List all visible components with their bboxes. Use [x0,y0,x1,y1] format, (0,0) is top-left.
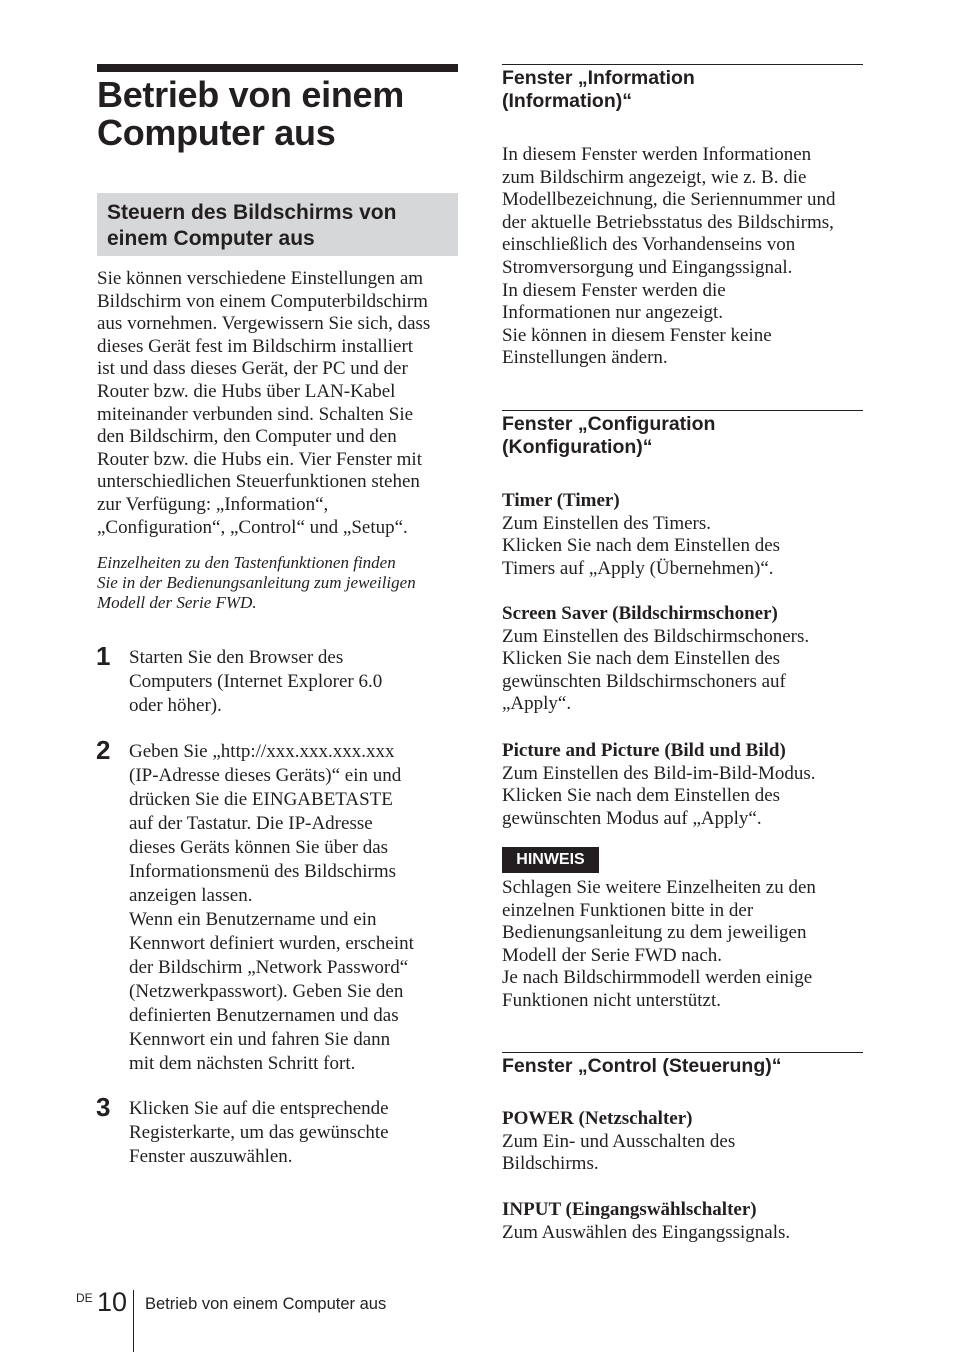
step-line: drücken Sie die EINGABETASTE [129,789,393,810]
input-item [502,1199,867,1244]
item-line: Timers auf „Apply (Übernehmen)“. [502,557,774,579]
intro-line: unterschiedlichen Steuerfunktionen stehen [97,471,420,493]
intro-line: Router bzw. die Hubs ein. Vier Fenster mit [97,448,422,470]
intro-line: Sie können verschiedene Einstellungen am [97,268,424,289]
info-heading-line1: Fenster „Information [502,67,695,89]
step-3-text [129,1097,464,1169]
step-line: mit dem nächsten Schritt fort. [129,1053,356,1074]
timer-label: Timer (Timer) [502,490,620,511]
note-line: Modell der Serie FWD. [97,593,257,612]
step-1-text [129,646,464,718]
step-line: oder höher). [129,695,222,716]
step-line: Kennwort ein und fahren Sie dann [129,1029,391,1050]
config-heading-line2: (Konfiguration)“ [502,436,653,458]
item-line: Klicken Sie nach dem Einstellen des [502,648,781,670]
pap-item [502,740,867,830]
footer-divider [133,1290,134,1352]
hinweis-line: Bedienungsanleitung zu dem jeweiligen [502,922,807,944]
section-subtitle [107,200,396,252]
input-label: INPUT (Eingangswählschalter) [502,1199,757,1220]
step-line: Computers (Internet Explorer 6.0 [129,671,383,692]
item-line: Klicken Sie nach dem Einstellen des [502,535,781,557]
step-line: definierten Benutzernamen und das [129,1005,399,1026]
section-subtitle-line1: Steuern des Bildschirms von [107,201,397,224]
info-heading-line2: (Information)“ [502,90,632,112]
item-line: Zum Einstellen des Timers. [502,512,711,534]
intro-line: ist und dass dieses Gerät, der PC und der [97,358,408,380]
power-item [502,1108,867,1176]
step-line: Klicken Sie auf die entsprechende [129,1098,389,1119]
step-line: Wenn ein Benutzername und ein [129,909,377,930]
item-line: Zum Ein- und Ausschalten des [502,1130,736,1152]
step-line: (IP-Adresse dieses Geräts)“ ein und [129,765,402,786]
italic-note [97,553,467,613]
screensaver-label: Screen Saver (Bildschirmschoner) [502,603,778,624]
step-line: der Bildschirm „Network Password“ [129,957,409,978]
info-line: In diesem Fenster werden Informationen [502,144,812,165]
intro-line: den Bildschirm, den Computer und den [97,426,397,448]
info-line: Stromversorgung und Eingangssignal. [502,256,793,278]
item-line: gewünschten Modus auf „Apply“. [502,807,762,829]
intro-line: Bildschirm von einem Computerbildschirm [97,290,428,312]
note-line: Einzelheiten zu den Tastenfunktionen finden [97,553,396,572]
info-heading [502,67,863,113]
step-line: Fenster auszuwählen. [129,1146,293,1167]
step-line: auf der Tastatur. Die IP-Adresse [129,813,373,834]
step-line: Starten Sie den Browser des [129,647,344,668]
item-line: Zum Auswählen des Eingangssignals. [502,1221,791,1243]
intro-line: Router bzw. die Hubs über LAN-Kabel [97,380,396,402]
title-rule [97,64,458,72]
info-paragraph [502,144,867,370]
item-line: Zum Einstellen des Bild-im-Bild-Modus. [502,762,816,784]
intro-line: „Configuration“, „Control“ und „Setup“. [97,516,408,538]
info-line: Sie können in diesem Fenster keine [502,324,772,346]
step-line: Informationsmenü des Bildschirms [129,861,397,882]
item-line: Bildschirms. [502,1153,599,1175]
step-line: Geben Sie „http://xxx.xxx.xxx.xxx [129,741,395,762]
step-line: Kennwort definiert wurden, erscheint [129,933,414,954]
page-number: 10 [97,1287,128,1317]
page-title-line2: Computer aus [97,112,336,153]
step-2-text [129,740,464,1076]
config-heading-line1: Fenster „Configuration [502,413,716,435]
hinweis-line: einzelnen Funktionen bitte in der [502,899,754,921]
step-line: Registerkarte, um das gewünschte [129,1122,389,1143]
hinweis-badge: HINWEIS [502,847,599,873]
page-title-line1: Betrieb von einem [97,74,404,115]
step-line: anzeigen lassen. [129,885,253,906]
item-line: Klicken Sie nach dem Einstellen des [502,785,781,807]
hinweis-line: Funktionen nicht unterstützt. [502,989,722,1011]
info-line: Modellbezeichnung, die Seriennummer und [502,189,836,211]
step-number: 3 [96,1092,111,1122]
step-number: 2 [96,735,111,765]
footer-language: DE [76,1291,93,1305]
info-line: der aktuelle Betriebsstatus des Bildschirms, [502,211,834,233]
control-heading: Fenster „Control (Steuerung)“ [502,1055,782,1077]
intro-paragraph [97,268,467,539]
hinweis-line: Schlagen Sie weitere Einzelheiten zu den [502,877,816,898]
item-line: Zum Einstellen des Bildschirmschoners. [502,625,810,647]
step-line: dieses Geräts können Sie über das [129,837,389,858]
hinweis-line: Modell der Serie FWD nach. [502,944,723,966]
hinweis-text [502,877,867,1013]
footer-section-title: Betrieb von einem Computer aus [145,1295,387,1313]
intro-line: dieses Gerät fest im Bildschirm installiert [97,335,414,357]
section-subtitle-line2: einem Computer aus [107,227,315,250]
section-subtitle-box [97,193,458,256]
intro-line: miteinander verbunden sind. Schalten Sie [97,403,414,425]
intro-line: aus vornehmen. Vergewissern Sie sich, dass [97,313,431,335]
pap-label: Picture and Picture (Bild und Bild) [502,740,786,761]
timer-item [502,490,867,580]
info-line: In diesem Fenster werden die [502,279,726,301]
config-heading [502,413,863,459]
intro-line: zur Verfügung: „Information“, [97,493,329,515]
info-line: einschließlich des Vorhandenseins von [502,234,796,256]
item-line: „Apply“. [502,693,572,715]
page-title [97,76,458,152]
info-line: Einstellungen ändern. [502,347,668,369]
step-line: (Netzwerkpasswort). Geben Sie den [129,981,404,1002]
power-label: POWER (Netzschalter) [502,1108,693,1129]
section-rule [502,1052,863,1053]
hinweis-line: Je nach Bildschirmmodell werden einige [502,967,813,989]
note-line: Sie in der Bedienungsanleitung zum jeweiligen [97,573,416,592]
step-number: 1 [96,641,111,671]
info-line: zum Bildschirm angezeigt, wie z. B. die [502,166,807,188]
section-rule [502,410,863,411]
info-line: Informationen nur angezeigt. [502,302,724,324]
item-line: gewünschten Bildschirmschoners auf [502,670,786,692]
section-rule [502,64,863,65]
screensaver-item [502,603,867,716]
